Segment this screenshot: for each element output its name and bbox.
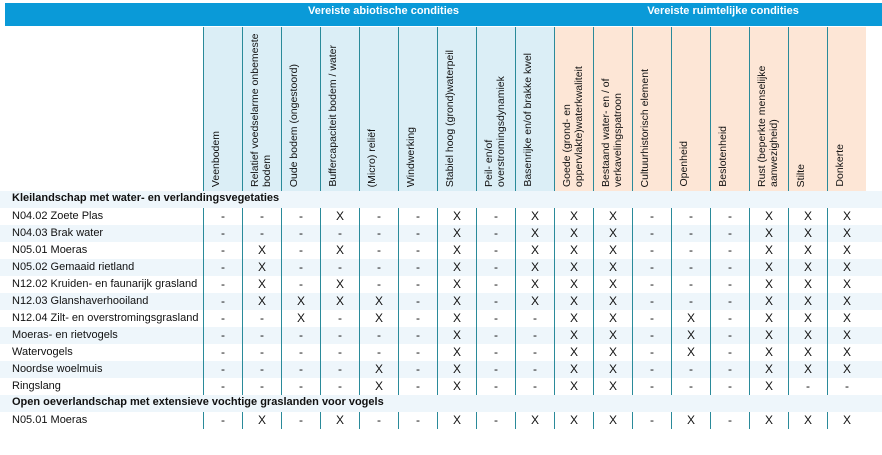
section-header <box>0 191 882 208</box>
row-label: N05.01 Moeras <box>12 244 88 256</box>
table-row <box>0 378 882 395</box>
column-header <box>554 27 593 191</box>
cell: X <box>827 361 866 378</box>
cell: - <box>398 242 437 259</box>
row-label: N12.03 Glanshaverhooiland <box>12 295 149 307</box>
cell: - <box>281 242 320 259</box>
cell: X <box>593 242 632 259</box>
column-header-label: Stilte <box>795 163 807 187</box>
cell: - <box>710 344 749 361</box>
group-header-abiotic: Vereiste abiotische condities <box>307 5 459 17</box>
cell: - <box>476 293 515 310</box>
cell: - <box>398 225 437 242</box>
column-header <box>320 27 359 191</box>
cell: X <box>437 344 476 361</box>
column-header <box>788 27 827 191</box>
table-row <box>0 310 882 327</box>
cell: X <box>515 208 554 225</box>
cell: X <box>515 259 554 276</box>
cell: X <box>593 378 632 395</box>
cell: - <box>671 276 710 293</box>
cell: - <box>398 378 437 395</box>
cell: - <box>203 310 242 327</box>
cell: - <box>281 208 320 225</box>
cell: X <box>827 259 866 276</box>
section-title: Open oeverlandschap met extensieve vochtige graslanden voor vogels <box>12 396 384 408</box>
cell: - <box>515 378 554 395</box>
cell: - <box>632 276 671 293</box>
cell: - <box>398 293 437 310</box>
cell: X <box>827 412 866 429</box>
cell: X <box>242 293 281 310</box>
column-header-label: Basenrijke en/of brakke kwel <box>522 53 534 187</box>
cell: X <box>437 259 476 276</box>
cell: X <box>554 259 593 276</box>
row-label: Moeras- en rietvogels <box>12 329 118 341</box>
cell: X <box>749 361 788 378</box>
cell: X <box>827 327 866 344</box>
row-label: N05.01 Moeras <box>12 414 88 426</box>
cell: X <box>554 276 593 293</box>
cell: - <box>242 327 281 344</box>
cell: - <box>203 259 242 276</box>
cell: X <box>593 327 632 344</box>
cell: X <box>437 242 476 259</box>
column-header-label: Donkerte <box>834 144 846 187</box>
column-header <box>515 27 554 191</box>
cell: X <box>593 361 632 378</box>
row-label: N05.02 Gemaaid rietland <box>12 261 135 273</box>
cell: X <box>554 378 593 395</box>
cell: - <box>320 259 359 276</box>
cell: - <box>476 344 515 361</box>
cell: X <box>827 293 866 310</box>
cell: X <box>827 208 866 225</box>
cell: - <box>398 259 437 276</box>
cell: X <box>359 378 398 395</box>
cell: X <box>554 327 593 344</box>
table-row <box>0 276 882 293</box>
cell: - <box>515 361 554 378</box>
cell: - <box>320 361 359 378</box>
column-header-label: Relatief voedselarme onbemeste bodem <box>249 33 273 187</box>
table-row <box>0 344 882 361</box>
cell: X <box>320 242 359 259</box>
cell: X <box>281 293 320 310</box>
cell: X <box>437 225 476 242</box>
cell: X <box>593 412 632 429</box>
cell: X <box>593 293 632 310</box>
cell: X <box>749 208 788 225</box>
cell: - <box>476 378 515 395</box>
cell: X <box>749 310 788 327</box>
cell: X <box>593 208 632 225</box>
cell: X <box>749 276 788 293</box>
cell: - <box>359 259 398 276</box>
cell: - <box>476 412 515 429</box>
cell: - <box>710 327 749 344</box>
column-header <box>632 27 671 191</box>
cell: - <box>281 276 320 293</box>
cell: - <box>320 327 359 344</box>
cell: - <box>476 276 515 293</box>
cell: X <box>788 242 827 259</box>
cell: X <box>593 276 632 293</box>
cell: X <box>320 208 359 225</box>
cell: - <box>476 208 515 225</box>
cell: - <box>671 259 710 276</box>
cell: - <box>515 310 554 327</box>
cell: X <box>437 310 476 327</box>
cell: - <box>476 361 515 378</box>
cell: - <box>632 225 671 242</box>
cell: - <box>398 344 437 361</box>
cell: X <box>788 344 827 361</box>
cell: - <box>632 310 671 327</box>
cell: - <box>359 225 398 242</box>
cell: X <box>788 361 827 378</box>
column-header-label: Stabiel hoog (grond)waterpeil <box>444 49 456 187</box>
cell: X <box>788 310 827 327</box>
cell: X <box>242 259 281 276</box>
cell: - <box>398 361 437 378</box>
cell: - <box>359 208 398 225</box>
cell: X <box>554 361 593 378</box>
column-header <box>359 27 398 191</box>
cell: X <box>671 412 710 429</box>
cell: X <box>788 293 827 310</box>
cell: - <box>827 378 866 395</box>
cell: - <box>671 361 710 378</box>
cell: X <box>359 361 398 378</box>
column-header-label: Peil- en/of overstromingsdynamiek <box>483 76 507 187</box>
cell: X <box>437 208 476 225</box>
cell: X <box>788 208 827 225</box>
cell: X <box>827 225 866 242</box>
cell: - <box>632 361 671 378</box>
cell: X <box>827 344 866 361</box>
table-row <box>0 412 882 429</box>
cell: - <box>710 412 749 429</box>
column-header <box>476 27 515 191</box>
column-header <box>710 27 749 191</box>
cell: - <box>710 276 749 293</box>
row-label: Noordse woelmuis <box>12 363 103 375</box>
column-headers <box>203 27 866 191</box>
cell: - <box>320 378 359 395</box>
cell: X <box>788 412 827 429</box>
cell: - <box>710 259 749 276</box>
cell: - <box>203 293 242 310</box>
cell: - <box>359 242 398 259</box>
cell: - <box>476 310 515 327</box>
column-header <box>281 27 320 191</box>
cell: - <box>242 310 281 327</box>
column-header-label: Buffercapaciteit bodem / water <box>327 45 339 187</box>
column-header-label: Rust (beperkte menselijke aanwezigheid) <box>756 65 780 187</box>
cell: X <box>515 293 554 310</box>
cell: X <box>554 293 593 310</box>
cell: X <box>437 293 476 310</box>
table-row <box>0 208 882 225</box>
cell: - <box>398 276 437 293</box>
cell: X <box>749 293 788 310</box>
cell: - <box>281 344 320 361</box>
cell: X <box>437 276 476 293</box>
column-header <box>593 27 632 191</box>
cell: X <box>749 378 788 395</box>
column-header <box>749 27 788 191</box>
column-header <box>203 27 242 191</box>
cell: X <box>554 242 593 259</box>
column-header-label: Openheid <box>678 141 690 187</box>
cell: - <box>203 208 242 225</box>
cell: X <box>671 310 710 327</box>
cell: - <box>203 378 242 395</box>
cell: - <box>398 412 437 429</box>
cell: - <box>359 344 398 361</box>
cell: X <box>554 208 593 225</box>
cell: X <box>593 225 632 242</box>
cell: X <box>671 344 710 361</box>
cell: X <box>242 242 281 259</box>
cell: - <box>632 259 671 276</box>
cell: - <box>242 361 281 378</box>
cell: - <box>632 412 671 429</box>
column-header <box>437 27 476 191</box>
column-header-label: Beslotenheid <box>717 126 729 187</box>
table-body <box>0 191 882 429</box>
cell: X <box>827 310 866 327</box>
table-row <box>0 327 882 344</box>
column-header-label: Goede (grond- en oppervlakte)waterkwaliteit <box>561 66 585 187</box>
cell: - <box>710 293 749 310</box>
cell: X <box>515 412 554 429</box>
cell: - <box>359 412 398 429</box>
cell: X <box>281 310 320 327</box>
table-row <box>0 259 882 276</box>
cell: X <box>749 242 788 259</box>
cell: - <box>710 378 749 395</box>
cell: X <box>749 259 788 276</box>
cell: - <box>320 225 359 242</box>
cell: X <box>437 412 476 429</box>
cell: X <box>593 344 632 361</box>
cell: - <box>710 242 749 259</box>
cell: - <box>515 344 554 361</box>
cell: - <box>281 327 320 344</box>
cell: - <box>476 225 515 242</box>
cell: - <box>632 327 671 344</box>
row-label: Ringslang <box>12 380 61 392</box>
cell: - <box>203 276 242 293</box>
cell: - <box>203 225 242 242</box>
cell: - <box>671 293 710 310</box>
cell: X <box>437 378 476 395</box>
cell: - <box>320 310 359 327</box>
row-label: N04.03 Brak water <box>12 227 104 239</box>
cell: - <box>671 378 710 395</box>
cell: - <box>242 344 281 361</box>
cell: - <box>359 327 398 344</box>
row-label: N12.02 Kruiden- en faunarijk grasland <box>12 278 198 290</box>
column-header-label: Oude bodem (ongestoord) <box>288 63 300 187</box>
cell: - <box>671 242 710 259</box>
section-title: Kleilandschap met water- en verlandingsvegetaties <box>12 192 280 204</box>
cell: X <box>437 327 476 344</box>
column-header-label: Windwerking <box>405 126 417 187</box>
cell: - <box>203 242 242 259</box>
cell: X <box>749 225 788 242</box>
cell: X <box>320 412 359 429</box>
group-header-spatial: Vereiste ruimtelijke condities <box>647 5 799 17</box>
column-header-label: Cultuurhistorisch element <box>639 68 651 187</box>
cell: - <box>281 412 320 429</box>
column-header-label: (Micro) reliëf <box>366 128 378 187</box>
cell: X <box>593 259 632 276</box>
cell: - <box>671 225 710 242</box>
column-header <box>398 27 437 191</box>
table-row <box>0 293 882 310</box>
cell: - <box>632 293 671 310</box>
column-header-label: Veenbodem <box>210 130 222 187</box>
cell: - <box>476 327 515 344</box>
cell: - <box>398 208 437 225</box>
cell: - <box>632 242 671 259</box>
row-label: N12.04 Zilt- en overstromingsgrasland <box>12 312 199 324</box>
cell: X <box>320 276 359 293</box>
cell: X <box>749 327 788 344</box>
cell: - <box>788 378 827 395</box>
column-header <box>671 27 710 191</box>
cell: - <box>281 259 320 276</box>
cell: - <box>476 259 515 276</box>
cell: X <box>515 276 554 293</box>
column-header <box>827 27 866 191</box>
table-row <box>0 242 882 259</box>
cell: X <box>749 344 788 361</box>
cell: - <box>710 310 749 327</box>
row-label: N04.02 Zoete Plas <box>12 210 104 222</box>
cell: - <box>281 225 320 242</box>
cell: X <box>437 361 476 378</box>
section-header <box>0 395 882 412</box>
cell: X <box>554 344 593 361</box>
cell: X <box>242 412 281 429</box>
cell: - <box>632 208 671 225</box>
cell: - <box>203 361 242 378</box>
column-header <box>242 27 281 191</box>
column-header-label: Bestaand water- en / of verkavelingspatroon <box>600 78 624 187</box>
cell: - <box>242 208 281 225</box>
cell: - <box>203 344 242 361</box>
cell: X <box>554 310 593 327</box>
cell: X <box>320 293 359 310</box>
cell: X <box>671 327 710 344</box>
cell: X <box>359 293 398 310</box>
table-row <box>0 225 882 242</box>
cell: X <box>242 276 281 293</box>
cell: X <box>788 327 827 344</box>
cell: - <box>320 344 359 361</box>
cell: - <box>203 327 242 344</box>
cell: - <box>359 276 398 293</box>
cell: - <box>476 242 515 259</box>
cell: X <box>593 310 632 327</box>
cell: X <box>749 412 788 429</box>
cell: - <box>515 327 554 344</box>
cell: X <box>827 242 866 259</box>
cell: X <box>788 259 827 276</box>
cell: - <box>281 378 320 395</box>
cell: X <box>515 225 554 242</box>
row-label: Watervogels <box>12 346 73 358</box>
table-row <box>0 361 882 378</box>
cell: - <box>632 344 671 361</box>
cell: X <box>827 276 866 293</box>
cell: - <box>398 327 437 344</box>
cell: X <box>788 225 827 242</box>
cell: X <box>359 310 398 327</box>
cell: X <box>515 242 554 259</box>
cell: - <box>710 361 749 378</box>
cell: - <box>398 310 437 327</box>
cell: - <box>710 225 749 242</box>
cell: - <box>281 361 320 378</box>
cell: - <box>242 378 281 395</box>
cell: X <box>788 276 827 293</box>
cell: - <box>710 208 749 225</box>
cell: X <box>554 225 593 242</box>
cell: - <box>242 225 281 242</box>
cell: - <box>632 378 671 395</box>
cell: - <box>671 208 710 225</box>
cell: X <box>554 412 593 429</box>
cell: - <box>203 412 242 429</box>
